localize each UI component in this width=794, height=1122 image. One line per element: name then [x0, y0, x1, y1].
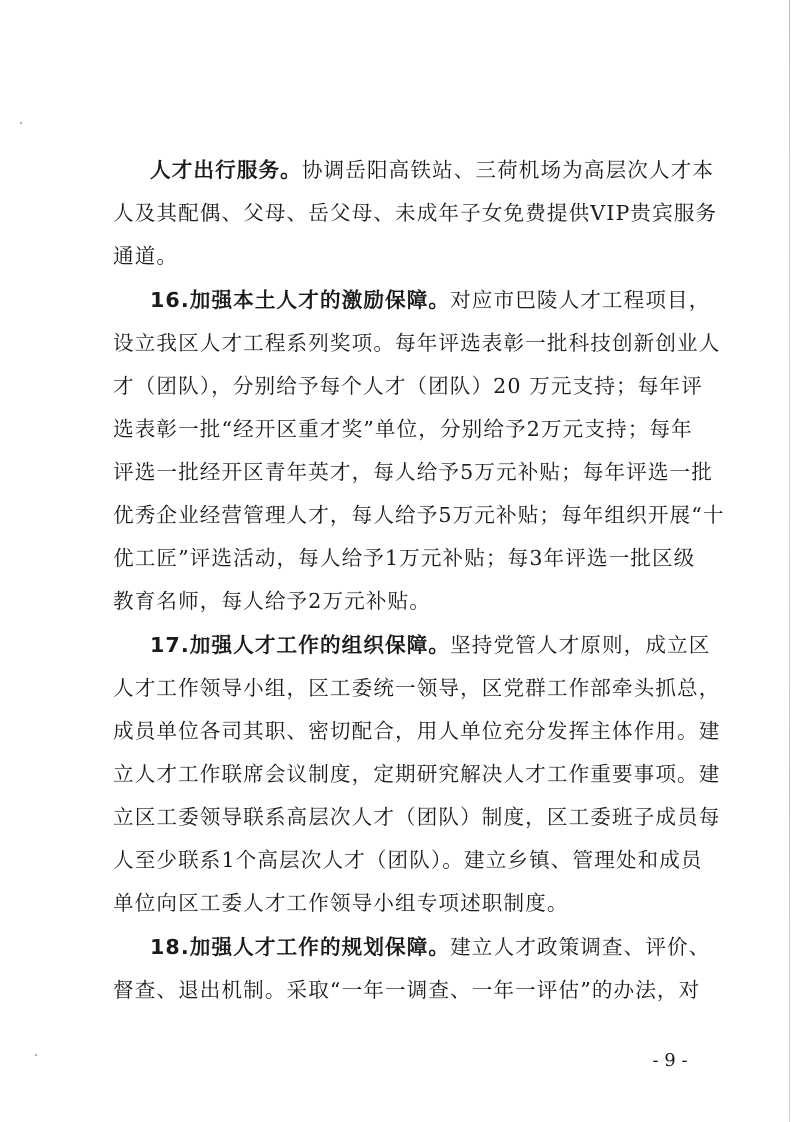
text-line [113, 671, 721, 705]
body-text: 立区工委领导联系高层次人才（团队）制度，区工委班子成员每 [113, 805, 721, 829]
text-line [113, 714, 721, 748]
body-text: 对应市巴陵人才工程项目， [450, 288, 711, 312]
body-text: 人才工作领导小组，区工委统一领导，区党群工作部牵头抓总， [113, 676, 721, 700]
scan-speck [20, 122, 22, 124]
body-text: 成员单位各司其职、密切配合，用人单位充分发挥主体作用。建 [113, 719, 721, 743]
text-line [113, 196, 718, 230]
text-line [150, 283, 711, 317]
text-line [113, 541, 696, 575]
scan-right-edge [789, 0, 790, 1122]
body-text: 人及其配偶、父母、岳父母、未成年子女免费提供VIP贵宾服务 [113, 201, 718, 225]
text-line [113, 326, 721, 360]
body-text: 坚持党管人才原则，成立区 [450, 633, 711, 657]
text-line [113, 239, 693, 273]
heading-text: 人才出行服务。 [150, 158, 302, 182]
text-line [150, 930, 711, 964]
text-line [113, 843, 703, 877]
text-line [113, 584, 693, 618]
text-line [113, 412, 693, 446]
text-line [113, 886, 693, 920]
heading-text: 16.加强本土人才的激励保障。 [150, 288, 451, 312]
heading-text: 18.加强人才工作的规划保障。 [150, 935, 451, 959]
body-text: 设立我区人才工程系列奖项。每年评选表彰一批科技创新创业人 [113, 331, 721, 355]
body-text: 督查、退出机制。采取“一年一调查、一年一评估”的办法，对 [113, 978, 701, 1002]
text-line [150, 153, 715, 187]
text-line [113, 973, 701, 1007]
body-text: 评选一批经开区青年英才，每人给予5万元补贴；每年评选一批 [113, 460, 713, 484]
body-text: 建立人才政策调查、评价、 [450, 935, 711, 959]
body-text: 选表彰一批“经开区重才奖”单位，分别给予2万元支持；每年 [113, 417, 693, 441]
body-text: 立人才工作联席会议制度，定期研究解决人才工作重要事项。建 [113, 762, 721, 786]
body-text: 单位向区工委人才工作领导小组专项述职制度。 [113, 891, 569, 915]
body-text: 优秀企业经营管理人才，每人给予5万元补贴；每年组织开展“十 [113, 503, 725, 527]
body-text: 协调岳阳高铁站、三荷机场为高层次人才本 [301, 158, 715, 182]
heading-text: 17.加强人才工作的组织保障。 [150, 633, 451, 657]
body-text: 人至少联系1个高层次人才（团队）。建立乡镇、管理处和成员 [113, 848, 703, 872]
text-line [150, 628, 711, 662]
page-number: - 9 - [652, 1050, 688, 1071]
text-line [113, 498, 725, 532]
body-text: 才（团队），分别给予每个人才（团队）20 万元支持；每年评 [113, 374, 703, 398]
body-text: 教育名师，每人给予2万元补贴。 [113, 589, 431, 613]
body-text: 优工匠”评选活动，每人给予1万元补贴；每3年评选一批区级 [113, 546, 696, 570]
text-line [113, 800, 721, 834]
text-line [113, 757, 721, 791]
scan-speck [35, 1054, 37, 1056]
body-text: 通道。 [113, 244, 179, 268]
text-line [113, 369, 703, 403]
text-line [113, 455, 713, 489]
